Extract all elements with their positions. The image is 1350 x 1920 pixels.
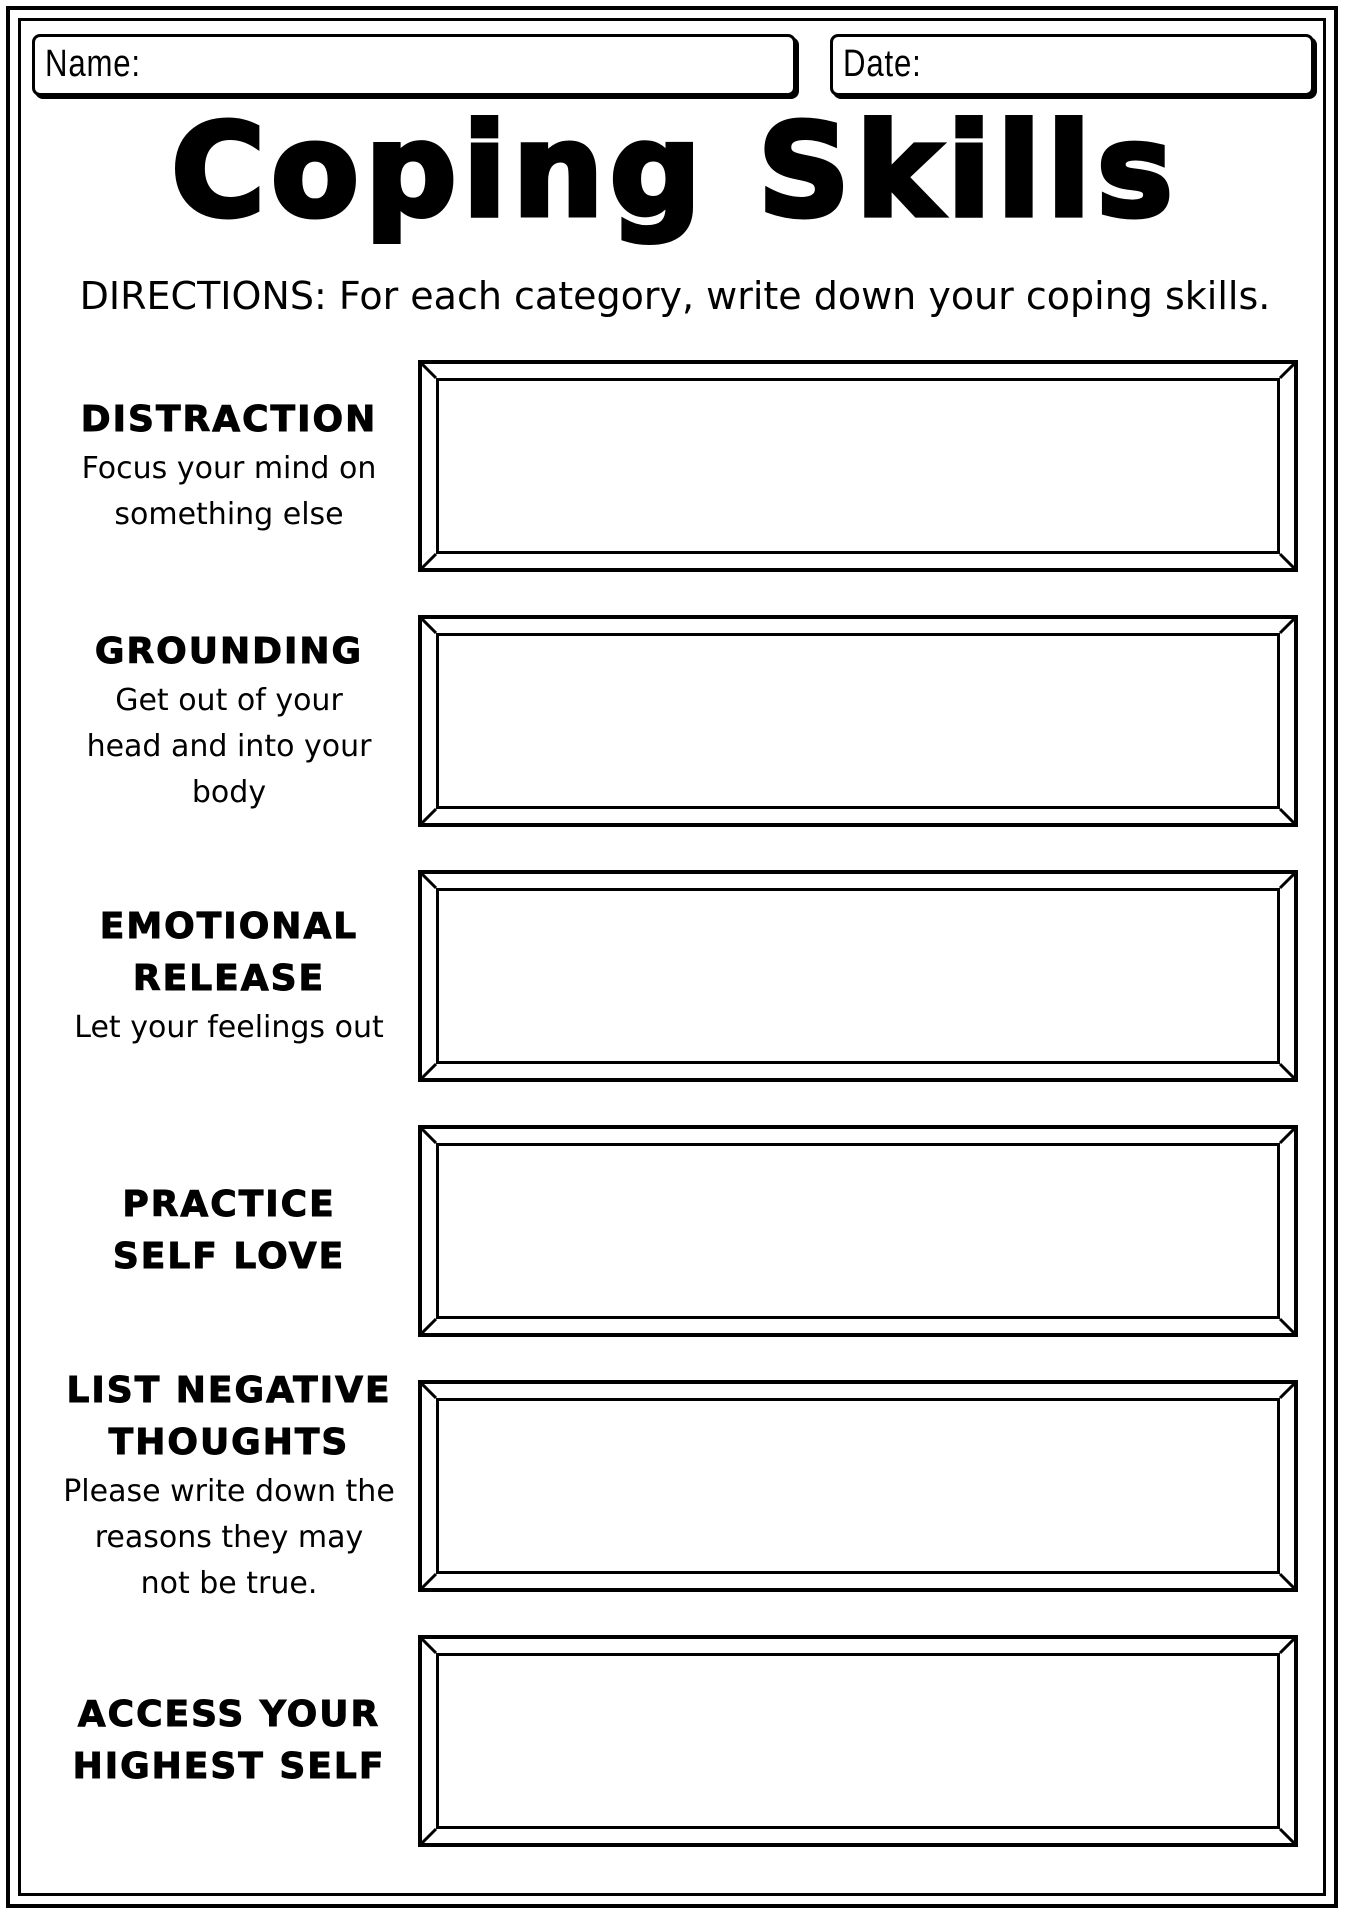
category-label (52, 615, 406, 827)
category-description: something else (114, 497, 344, 532)
answer-box-inner[interactable] (436, 633, 1280, 809)
category-title: DISTRACTION (80, 399, 378, 440)
bevel-line (422, 619, 436, 633)
bevel-line (1280, 1064, 1294, 1078)
answer-box[interactable] (418, 360, 1298, 572)
category-description: Get out of your (115, 683, 343, 718)
directions-text: DIRECTIONS: For each category, write down your coping skills. (79, 274, 1271, 318)
category-title: ACCESS YOUR (77, 1694, 381, 1735)
category-description: Please write down the (63, 1474, 395, 1509)
category-description: head and into your (86, 729, 372, 764)
category-label (52, 1370, 406, 1601)
category-row (0, 615, 1350, 827)
category-title: PRACTICE (122, 1184, 336, 1225)
bevel-line (1280, 1384, 1294, 1398)
category-label (52, 1635, 406, 1847)
category-description: body (191, 775, 267, 810)
date-label: Date: (843, 43, 922, 85)
bevel-line (1280, 1829, 1294, 1843)
bevel-line (1280, 554, 1294, 568)
answer-box-inner[interactable] (436, 1398, 1280, 1574)
answer-box[interactable] (418, 1635, 1298, 1847)
bevel-line (422, 1574, 436, 1588)
answer-box-inner[interactable] (436, 888, 1280, 1064)
category-description: reasons they may (94, 1520, 364, 1555)
bevel-line (1280, 1639, 1294, 1653)
category-title: RELEASE (132, 958, 326, 999)
category-label (52, 870, 406, 1082)
category-description: Let your feelings out (74, 1010, 384, 1045)
category-description: not be true. (140, 1566, 318, 1601)
bevel-line (1280, 809, 1294, 823)
bevel-line (422, 554, 436, 568)
bevel-line (1280, 1129, 1294, 1143)
bevel-line (1280, 364, 1294, 378)
category-title: EMOTIONAL (99, 906, 359, 947)
bevel-line (422, 874, 436, 888)
answer-box-inner[interactable] (436, 378, 1280, 554)
category-row (0, 1635, 1350, 1847)
bevel-line (422, 1384, 436, 1398)
answer-box[interactable] (418, 1125, 1298, 1337)
bevel-line (1280, 1574, 1294, 1588)
bevel-line (1280, 1319, 1294, 1333)
category-title: THOUGHTS (108, 1422, 350, 1463)
answer-box-inner[interactable] (436, 1653, 1280, 1829)
answer-box[interactable] (418, 870, 1298, 1082)
category-title: SELF LOVE (112, 1236, 346, 1277)
bevel-line (422, 1319, 436, 1333)
bevel-line (1280, 874, 1294, 888)
answer-box[interactable] (418, 1380, 1298, 1592)
category-description: Focus your mind on (81, 451, 377, 486)
bevel-line (1280, 619, 1294, 633)
category-label (52, 360, 406, 572)
bevel-line (422, 1639, 436, 1653)
bevel-line (422, 1129, 436, 1143)
category-title: LIST NEGATIVE (66, 1370, 392, 1411)
name-field[interactable] (32, 34, 796, 96)
category-row (0, 1125, 1350, 1337)
category-row (0, 1370, 1350, 1601)
category-row (0, 870, 1350, 1082)
date-field[interactable] (830, 34, 1314, 96)
bevel-line (422, 1064, 436, 1078)
category-label (52, 1125, 406, 1337)
answer-box[interactable] (418, 615, 1298, 827)
bevel-line (422, 809, 436, 823)
category-title: HIGHEST SELF (72, 1746, 386, 1787)
bevel-line (422, 1829, 436, 1843)
bevel-line (422, 364, 436, 378)
category-title: GROUNDING (94, 631, 364, 672)
page-title: Coping Skills (171, 97, 1179, 246)
name-label: Name: (45, 43, 141, 85)
answer-box-inner[interactable] (436, 1143, 1280, 1319)
category-row (0, 360, 1350, 572)
